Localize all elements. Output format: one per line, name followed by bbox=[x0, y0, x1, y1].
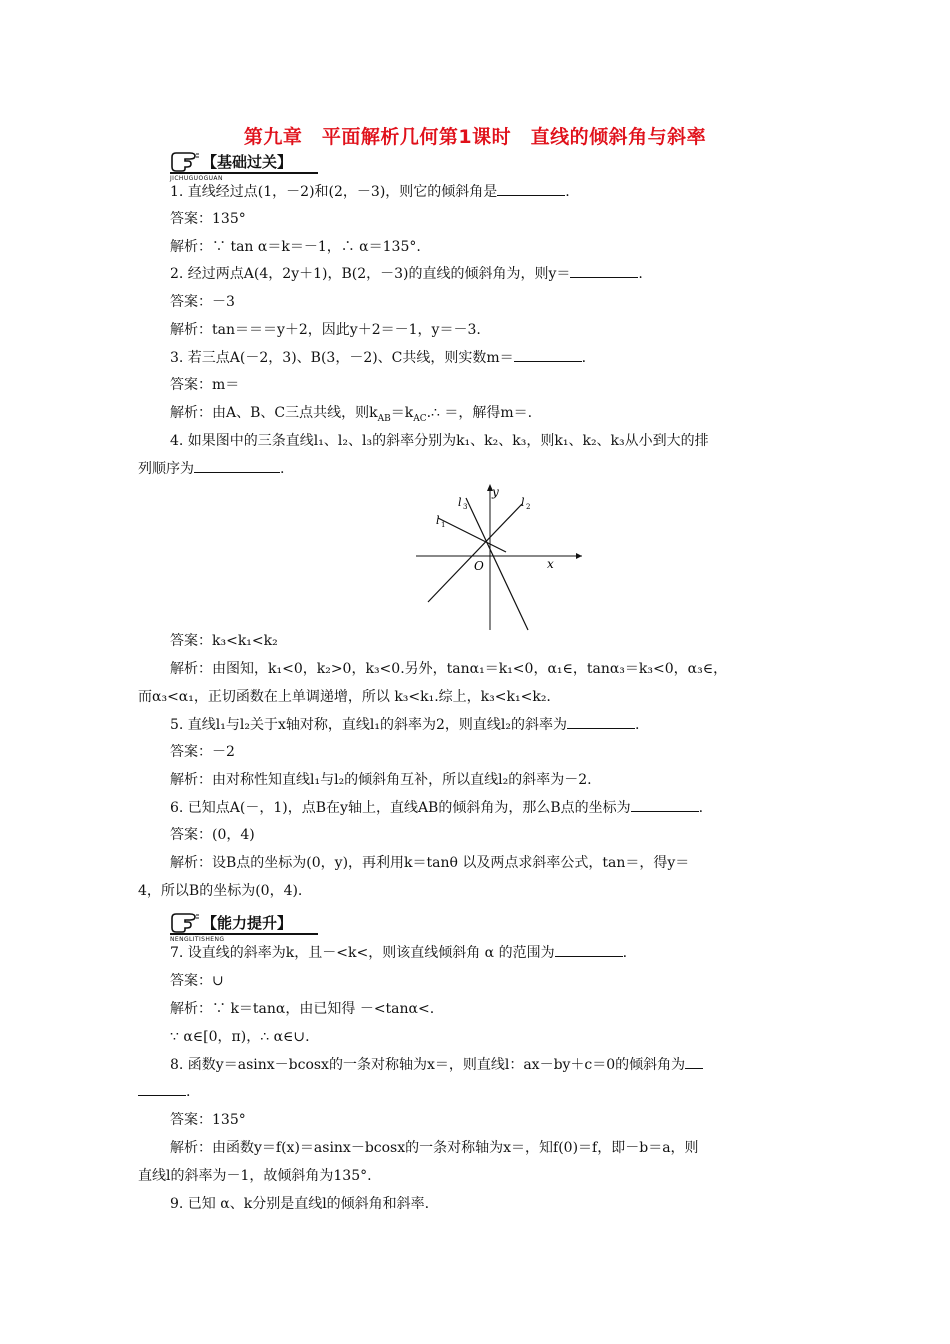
solution-3: 解析：由A、B、C三点共线，则$k_{AB}=k_{AC}.\therefore$ ＝，解得m＝. bbox=[170, 405, 533, 424]
solution-8-line-1: 解析：由函数y＝f(x)＝asinx－bcosx的一条对称轴为x＝，知f(0)＝f，即－b＝a，则 bbox=[170, 1140, 699, 1156]
answer-blank bbox=[570, 265, 638, 278]
answer-blank bbox=[631, 799, 699, 812]
question-4-line-1: 4. 如果图中的三条直线l₁、l₂、l₃的斜率分别为k₁、k₂、k₃，则k₁、k₂、k₃从小到大的排 bbox=[170, 433, 709, 449]
answer-blank bbox=[138, 1083, 186, 1096]
solution-6-line-2: 4，所以B的坐标为(0，4). bbox=[138, 883, 303, 899]
question-8-line-2: . bbox=[138, 1083, 190, 1101]
l2-label: l bbox=[521, 496, 525, 509]
section-rule bbox=[170, 933, 318, 935]
solution-1: 解析：∵ tan α＝k＝－1，∴ α＝135°. bbox=[170, 239, 421, 255]
l3-subscript: 3 bbox=[463, 503, 468, 511]
section-label-basic: 【基础过关】 bbox=[202, 153, 293, 171]
origin-label: O bbox=[474, 559, 484, 573]
answer-4: 答案：k₃<k₁<k₂ bbox=[170, 633, 278, 649]
answer-6: 答案：(0，4) bbox=[170, 827, 255, 843]
question-9: 9. 已知 α、k分别是直线l的倾斜角和斜率. bbox=[170, 1196, 430, 1212]
line-l1 bbox=[438, 518, 506, 552]
answer-2: 答案：－3 bbox=[170, 294, 235, 310]
answer-blank bbox=[685, 1056, 703, 1069]
answer-7: 答案：∪ bbox=[170, 973, 224, 989]
x-axis-label: x bbox=[547, 557, 554, 571]
solution-2: 解析：tan＝＝＝y＋2，因此y＋2＝－1，y＝－3. bbox=[170, 322, 481, 338]
y-axis-label: y bbox=[492, 485, 499, 499]
slope-lines-figure bbox=[414, 480, 584, 632]
answer-blank bbox=[497, 183, 565, 196]
answer-3: 答案：m＝ bbox=[170, 377, 240, 393]
solution-4-line-1: 解析：由图知，k₁<0，k₂>0，k₃<0.另外，tanα₁＝k₁<0，α₁∈，tanα₃＝k₃<0，α₃∈， bbox=[170, 661, 728, 677]
question-5: 5. 直线l₁与l₂关于x轴对称，直线l₁的斜率为2，则直线l₂的斜率为 . bbox=[170, 717, 640, 733]
solution-7-line-1: 解析：∵ k＝tanα，由已知得 －<tanα<. bbox=[170, 1001, 435, 1017]
answer-blank bbox=[514, 349, 582, 362]
question-7: 7. 设直线的斜率为k，且－<k<，则该直线倾斜角 α 的范围为 . bbox=[170, 945, 628, 961]
l1-label: l bbox=[436, 514, 440, 527]
solution-6-line-1: 解析：设B点的坐标为(0，y)，再利用k＝tanθ 以及两点求斜率公式，tan＝，得y＝ bbox=[170, 855, 690, 871]
section-pinyin-basic: JICHUGUOGUAN bbox=[170, 175, 223, 182]
solution-5: 解析：由对称性知直线l₁与l₂的倾斜角互补，所以直线l₂的斜率为－2. bbox=[170, 772, 592, 788]
page-title: 第九章 平面解析几何第1课时 直线的倾斜角与斜率 bbox=[243, 126, 707, 148]
l2-subscript: 2 bbox=[526, 503, 531, 511]
section-rule bbox=[170, 172, 318, 174]
section-banner-basic bbox=[170, 149, 320, 182]
answer-blank bbox=[567, 716, 635, 729]
answer-blank bbox=[555, 944, 623, 957]
solution-4-line-2: 而α₃<α₁，正切函数在上单调递增，所以 k₃<k₁.综上，k₃<k₁<k₂. bbox=[138, 689, 551, 705]
question-4-line-2: 列顺序为 . bbox=[138, 461, 285, 477]
answer-8: 答案：135° bbox=[170, 1112, 246, 1128]
question-1: 1. 直线经过点(1，－2)和(2，－3)，则它的倾斜角是 . bbox=[170, 184, 570, 200]
answer-blank bbox=[194, 460, 280, 473]
solution-8-line-2: 直线l的斜率为－1，故倾斜角为135°. bbox=[138, 1168, 372, 1184]
section-banner-advanced bbox=[170, 910, 320, 943]
l1-subscript: 1 bbox=[441, 521, 446, 529]
section-pinyin-advanced: NENGLITISHENG bbox=[170, 936, 225, 943]
question-3: 3. 若三点A(－2，3)、B(3，－2)、C共线，则实数m＝ . bbox=[170, 350, 587, 366]
solution-7-line-2: ∵ α∈[0，π)，∴ α∈∪. bbox=[170, 1029, 310, 1045]
question-8-line-1: 8. 函数y＝asinx－bcosx的一条对称轴为x＝，则直线l：ax－by＋c＝0的倾斜角为 bbox=[170, 1056, 703, 1074]
question-2: 2. 经过两点A(4，2y＋1)，B(2，－3)的直线的倾斜角为，则y＝ . bbox=[170, 266, 643, 282]
x-axis-arrow bbox=[576, 553, 582, 559]
answer-5: 答案：－2 bbox=[170, 744, 235, 760]
l3-label: l bbox=[458, 496, 462, 509]
answer-1: 答案：135° bbox=[170, 211, 246, 227]
question-6: 6. 已知点A(－，1)，点B在y轴上，直线AB的倾斜角为，那么B点的坐标为 . bbox=[170, 800, 704, 816]
section-label-advanced: 【能力提升】 bbox=[202, 914, 293, 932]
